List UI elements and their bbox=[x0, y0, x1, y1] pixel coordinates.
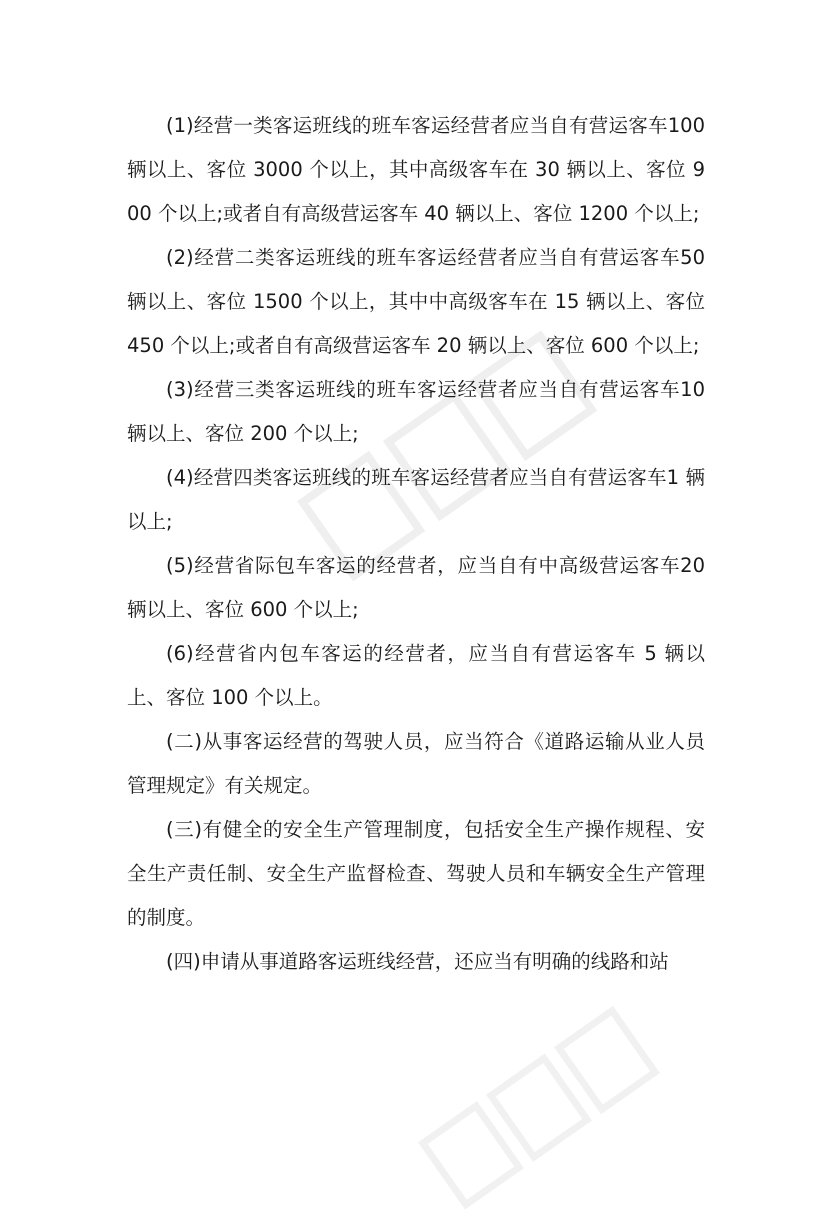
paragraph-3: (3)经营三类客运班线的班车客运经营者应当自有营运客车10 辆以上、客位 200 个以上; bbox=[127, 378, 705, 445]
paragraph-7: (二)从事客运经营的驾驶人员，应当符合《道路运输从业人员管理规定》有关规定。 bbox=[127, 730, 705, 797]
document-body bbox=[127, 104, 705, 984]
paragraph-6: (6)经营省内包车客运的经营者，应当自有营运客车 5 辆以上、客位 100 个以上。 bbox=[127, 642, 705, 709]
paragraph-4: (4)经营四类客运班线的班车客运经营者应当自有营运客车1 辆以上; bbox=[127, 466, 705, 533]
paragraph-8: (三)有健全的安全生产管理制度，包括安全生产操作规程、安全生产责任制、安全生产监督检查、驾驶人员和车辆安全生产管理的制度。 bbox=[127, 818, 705, 929]
paragraph-9: (四)申请从事道路客运班线经营，还应当有明确的线路和站 bbox=[166, 950, 669, 973]
paragraph-5: (5)经营省际包车客运的经营者，应当自有中高级营运客车20 辆以上、客位 600 个以上; bbox=[127, 554, 705, 621]
paragraph-2: (2)经营二类客运班线的班车客运经营者应当自有营运客车50 辆以上、客位 1500 个以上，其中中高级客车在 15 辆以上、客位 450 个以上;或者自有高级营运客车 20 辆以上、客位 600 个以上; bbox=[127, 246, 705, 357]
paragraph-1: (1)经营一类客运班线的班车客运经营者应当自有营运客车100 辆以上、客位 3000 个以上，其中高级客车在 30 辆以上、客位 900 个以上;或者自有高级营运客车 40 辆以上、客位 1200 个以上; bbox=[127, 114, 705, 225]
watermark-logo-lower bbox=[413, 1000, 667, 1220]
